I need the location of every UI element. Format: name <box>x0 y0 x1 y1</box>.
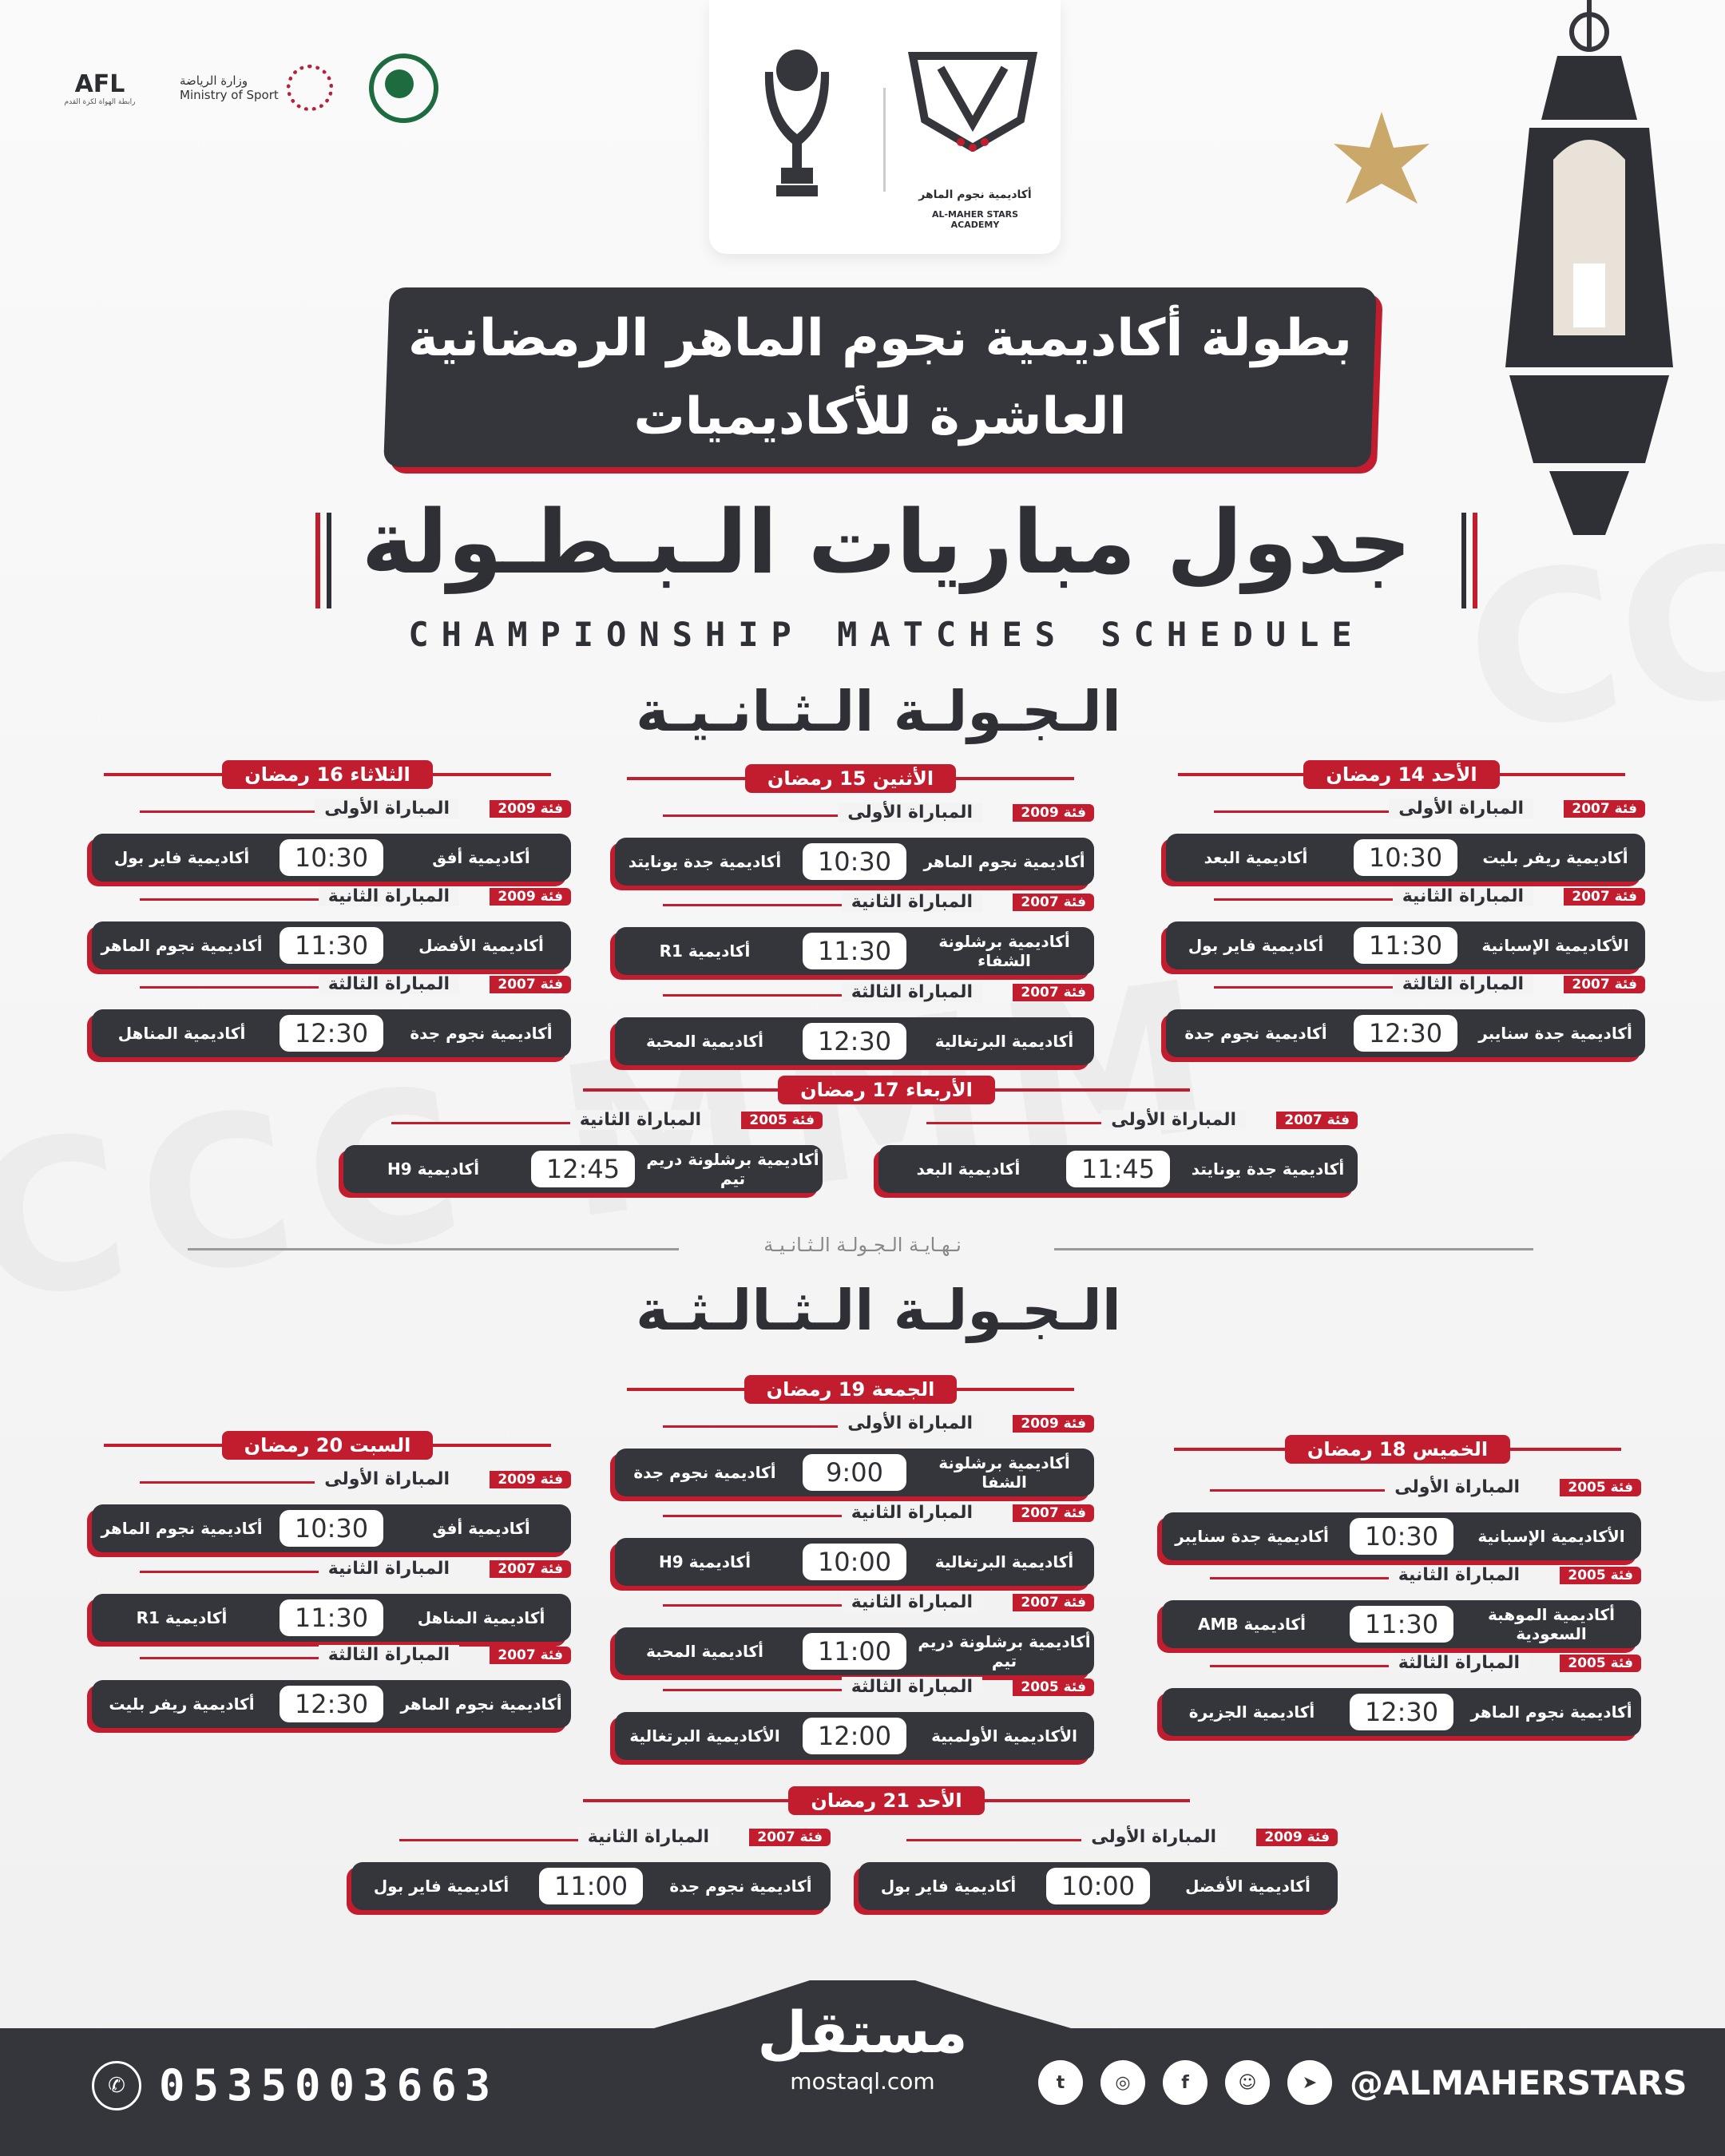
home-team: أكاديمية أفق <box>432 1519 530 1538</box>
tournament-title-line1: بطولة أكاديمية نجوم الماهر الرمضانية <box>407 308 1353 368</box>
mostaql-watermark <box>751 1996 974 2095</box>
contact-phone[interactable] <box>92 2060 498 2110</box>
home-team: أكاديمية برشلونة الشفاء <box>938 932 1070 970</box>
match-card <box>615 892 1094 975</box>
mostaql-watermark-ar: مستقل <box>757 1999 968 2066</box>
away-team: أكاديمية AMB <box>1197 1615 1307 1634</box>
away-team: أكاديمية البعد <box>1204 848 1308 867</box>
round-divider-right <box>1054 1248 1533 1250</box>
match-card <box>615 803 1094 886</box>
match-time: 11:30 <box>1350 1606 1453 1643</box>
match-card <box>859 1827 1338 1910</box>
away-team: أكاديمية فاير بول <box>113 848 250 867</box>
away-team: أكاديمية R1 <box>136 1608 228 1627</box>
home-team: أكاديمية البرتغالية <box>934 1032 1074 1051</box>
ministry-of-sport-logo <box>180 65 333 111</box>
home-team: أكاديمية برشلونة الشفا <box>938 1453 1070 1492</box>
match-order-label: المباراة الثانية <box>842 1592 982 1612</box>
home-team: أكاديمية الأفضل <box>418 936 544 955</box>
match-card <box>351 1827 831 1910</box>
match-time: 11:00 <box>803 1633 906 1670</box>
match-card <box>1162 1653 1641 1736</box>
day-header <box>611 763 1090 795</box>
round3-title: الـجـولـة الـثـالـثـة <box>636 1278 1121 1343</box>
ramadan-lantern-icon <box>1485 0 1693 559</box>
match-order-label: المباراة الثالثة <box>1393 974 1533 994</box>
age-category-badge: فئة 2005 <box>741 1112 823 1129</box>
match-time: 11:30 <box>803 933 906 969</box>
home-team: أكاديمية الموهبة السعودية <box>1488 1605 1615 1643</box>
match-order-label: المباراة الثانية <box>570 1110 711 1130</box>
match-card <box>1162 1477 1641 1560</box>
telegram-icon[interactable]: ➤ <box>1287 2060 1332 2105</box>
match-card <box>1166 799 1645 882</box>
day-header <box>611 1373 1090 1405</box>
away-team: أكاديمية الجزيرة <box>1188 1702 1315 1722</box>
match-time: 10:00 <box>1046 1868 1150 1904</box>
match-time: 12:30 <box>280 1015 383 1052</box>
day-header <box>567 1074 1206 1106</box>
age-category-badge: فئة 2005 <box>1560 1655 1641 1672</box>
round-divider-left <box>188 1248 679 1250</box>
day-header <box>1158 1433 1637 1465</box>
ministry-name-ar: وزارة الرياضة <box>180 73 248 88</box>
schedule-title-en: CHAMPIONSHIP MATCHES SCHEDULE <box>408 615 1365 654</box>
match-time: 10:00 <box>803 1544 906 1580</box>
match-card <box>343 1110 823 1193</box>
home-team: أكاديمية نجوم الماهر <box>400 1694 562 1714</box>
social-handle[interactable]: @ALMAHERSTARS <box>1350 2063 1687 2102</box>
match-order-label: المباراة الثالثة <box>842 982 982 1002</box>
tournament-title <box>387 287 1374 467</box>
away-team: أكاديمية المحبة <box>646 1032 763 1051</box>
home-team: أكاديمية برشلونة دريم تيم <box>918 1632 1091 1671</box>
home-team: أكاديمية نجوم جدة <box>410 1024 553 1043</box>
age-category-badge: فئة 2005 <box>1560 1479 1641 1496</box>
home-team: أكاديمية أفق <box>432 848 530 867</box>
home-team: أكاديمية جدة سنايبر <box>1478 1024 1632 1043</box>
away-team: أكاديمية المحبة <box>646 1642 763 1661</box>
away-team: أكاديمية نجوم جدة <box>1184 1024 1327 1043</box>
home-team: أكاديمية البرتغالية <box>934 1552 1074 1571</box>
age-category-badge: فئة 2007 <box>1276 1112 1358 1129</box>
match-time: 12:30 <box>1354 1015 1457 1052</box>
ministry-flower-icon <box>287 65 333 111</box>
home-team: أكاديمية برشلونة دريم تيم <box>646 1150 819 1188</box>
match-card <box>615 1413 1094 1496</box>
match-time: 12:30 <box>803 1023 906 1060</box>
away-team: أكاديمية ريفر بليت <box>109 1694 255 1714</box>
phone-icon: ✆ <box>92 2061 141 2110</box>
match-time: 11:45 <box>1066 1151 1170 1187</box>
away-team: أكاديمية نجوم الماهر <box>101 936 263 955</box>
home-team: أكاديمية الأفضل <box>1185 1877 1311 1896</box>
academy-crest-icon <box>905 48 1041 152</box>
match-time: 11:30 <box>1354 927 1457 964</box>
match-card <box>615 1503 1094 1586</box>
match-order-label: المباراة الثانية <box>578 1827 719 1847</box>
match-card <box>92 1645 571 1728</box>
age-category-badge: فئة 2007 <box>1013 1594 1094 1611</box>
academy-name-ar: أكاديمية نجوم الماهر <box>918 188 1032 201</box>
phone-number[interactable]: 0535003663 <box>159 2060 499 2110</box>
day-label: السبت 20 رمضان <box>222 1431 434 1460</box>
social-links <box>1038 2060 1687 2105</box>
match-order-label: المباراة الثانية <box>319 886 459 906</box>
age-category-badge: فئة 2005 <box>1560 1567 1641 1584</box>
match-card <box>1162 1565 1641 1648</box>
day-label: الثلاثاء 16 رمضان <box>222 760 433 789</box>
round2-title: الـجـولـة الـثـانـيـة <box>636 679 1121 744</box>
snapchat-icon[interactable]: ☺ <box>1225 2060 1270 2105</box>
match-card <box>92 1559 571 1642</box>
twitter-icon[interactable]: t <box>1038 2060 1083 2105</box>
title-bars-left <box>315 513 333 608</box>
saff-logo-icon <box>369 54 438 123</box>
day-label: الأحد 14 رمضان <box>1303 760 1499 789</box>
match-order-label: المباراة الأولى <box>1081 1827 1226 1847</box>
match-order-label: المباراة الأولى <box>315 799 459 818</box>
age-category-badge: فئة 2007 <box>1013 894 1094 911</box>
match-order-label: المباراة الأولى <box>315 1469 459 1489</box>
match-time: 10:30 <box>803 843 906 880</box>
afl-logo-subtitle: رابطة الهواة لكرة القدم <box>64 97 136 106</box>
home-team: أكاديمية جدة يونايتد <box>1191 1159 1345 1179</box>
match-order-label: المباراة الثانية <box>1389 1565 1529 1585</box>
away-team: أكاديمية نجوم جدة <box>633 1463 776 1482</box>
day-label: الخميس 18 رمضان <box>1285 1435 1510 1464</box>
age-category-badge: فئة 2007 <box>490 1647 571 1664</box>
schedule-title-ar: جدول مباريات الـبـطـولة <box>361 491 1412 593</box>
match-order-label: المباراة الأولى <box>1385 1477 1529 1497</box>
away-team: أكاديمية البعد <box>916 1159 1021 1179</box>
match-time: 12:45 <box>531 1151 635 1187</box>
logo-separator <box>883 88 886 192</box>
mostaql-watermark-en: mostaql.com <box>790 2068 935 2095</box>
match-time: 12:30 <box>1350 1694 1453 1730</box>
age-category-badge: فئة 2007 <box>1013 1504 1094 1522</box>
match-time: 11:30 <box>280 927 383 964</box>
match-card <box>92 1469 571 1552</box>
match-time: 11:00 <box>539 1868 643 1904</box>
match-time: 10:30 <box>1350 1518 1453 1555</box>
home-team: أكاديمية نجوم الماهر <box>923 852 1085 871</box>
match-order-label: المباراة الثالثة <box>1389 1653 1529 1673</box>
age-category-badge: فئة 2009 <box>490 800 571 818</box>
age-category-badge: فئة 2009 <box>490 888 571 906</box>
match-time: 10:30 <box>280 1510 383 1547</box>
match-card <box>615 1677 1094 1760</box>
ministry-name-en: Ministry of Sport <box>180 88 279 102</box>
match-card <box>92 799 571 882</box>
academy-name-en: AL-MAHER STARS ACADEMY <box>931 209 1019 230</box>
match-card <box>615 1592 1094 1675</box>
match-card <box>615 982 1094 1065</box>
away-team: أكاديمية نجوم الماهر <box>101 1519 263 1538</box>
away-team: أكاديمية R1 <box>659 941 751 961</box>
match-time: 12:30 <box>280 1686 383 1722</box>
away-team: أكاديمية جدة يونايتد <box>628 852 782 871</box>
day-header <box>88 1429 567 1461</box>
match-order-label: المباراة الثالثة <box>319 974 459 994</box>
day-label: الأثنين 15 رمضان <box>745 764 956 793</box>
age-category-badge: فئة 2009 <box>1013 1415 1094 1433</box>
academy-logo-box <box>709 0 1061 254</box>
age-category-badge: فئة 2007 <box>1564 888 1645 906</box>
home-team: أكاديمية ريفر بليت <box>1482 848 1628 867</box>
age-category-badge: فئة 2007 <box>1564 800 1645 818</box>
away-team: الأكاديمية البرتغالية <box>629 1726 780 1746</box>
match-card <box>92 886 571 969</box>
home-team: الأكاديمية الأولمبية <box>931 1726 1077 1746</box>
away-team: أكاديمية فاير بول <box>373 1877 510 1896</box>
age-category-badge: فئة 2009 <box>1256 1829 1338 1846</box>
match-order-label: المباراة الأولى <box>838 803 982 822</box>
day-header <box>1162 759 1641 791</box>
round2-end-label: نـهـايـة الـجـولـة الـثـانـيـة <box>763 1234 962 1256</box>
age-category-badge: فئة 2007 <box>490 976 571 993</box>
match-order-label: المباراة الثالثة <box>842 1677 982 1697</box>
match-order-label: المباراة الأولى <box>1389 799 1533 818</box>
age-category-badge: فئة 2005 <box>1013 1678 1094 1696</box>
facebook-icon[interactable]: f <box>1163 2060 1208 2105</box>
home-team: أكاديمية المناهل <box>417 1608 545 1627</box>
match-order-label: المباراة الثالثة <box>319 1645 459 1665</box>
trophy-icon <box>757 48 837 200</box>
away-team: أكاديمية H9 <box>387 1159 480 1179</box>
away-team: أكاديمية فاير بول <box>1188 936 1324 955</box>
away-team: أكاديمية جدة سنايبر <box>1175 1527 1329 1546</box>
day-label: الأربعاء 17 رمضان <box>778 1076 995 1104</box>
match-order-label: المباراة الثانية <box>842 1503 982 1523</box>
match-time: 11:30 <box>280 1599 383 1636</box>
match-order-label: المباراة الثانية <box>319 1559 459 1579</box>
afl-logo-mark: AFL <box>74 69 125 98</box>
day-label: الجمعة 19 رمضان <box>744 1375 958 1404</box>
day-label: الأحد 21 رمضان <box>788 1786 984 1815</box>
match-card <box>92 974 571 1057</box>
age-category-badge: فئة 2007 <box>749 1829 831 1846</box>
home-team: الأكاديمية الإسبانية <box>1477 1527 1625 1546</box>
star-ornament-icon <box>1330 112 1434 216</box>
age-category-badge: فئة 2007 <box>1013 984 1094 1001</box>
match-time: 10:30 <box>280 839 383 876</box>
instagram-icon[interactable]: ◎ <box>1100 2060 1145 2105</box>
away-team: أكاديمية H9 <box>658 1552 751 1571</box>
match-time: 9:00 <box>803 1454 906 1491</box>
age-category-badge: فئة 2007 <box>1564 976 1645 993</box>
match-card <box>1166 886 1645 969</box>
partner-logos <box>56 44 438 132</box>
age-category-badge: فئة 2009 <box>490 1471 571 1488</box>
age-category-badge: فئة 2009 <box>1013 804 1094 822</box>
match-order-label: المباراة الثانية <box>1393 886 1533 906</box>
home-team: الأكاديمية الإسبانية <box>1481 936 1629 955</box>
home-team: أكاديمية نجوم الماهر <box>1470 1702 1632 1722</box>
day-header <box>88 759 567 791</box>
afl-logo <box>56 44 144 132</box>
match-card <box>878 1110 1358 1193</box>
match-time: 10:30 <box>1354 839 1457 876</box>
away-team: أكاديمية فاير بول <box>880 1877 1017 1896</box>
match-time: 12:00 <box>803 1718 906 1754</box>
match-order-label: المباراة الأولى <box>838 1413 982 1433</box>
away-team: أكاديمية المناهل <box>117 1024 246 1043</box>
age-category-badge: فئة 2007 <box>490 1560 571 1578</box>
match-card <box>1166 974 1645 1057</box>
title-bars-right <box>1461 513 1479 608</box>
home-team: أكاديمية نجوم جدة <box>669 1877 812 1896</box>
match-order-label: المباراة الثانية <box>842 892 982 912</box>
match-order-label: المباراة الأولى <box>1101 1110 1246 1130</box>
tournament-title-line2: العاشرة للأكاديميات <box>633 386 1127 446</box>
day-header <box>567 1785 1206 1817</box>
